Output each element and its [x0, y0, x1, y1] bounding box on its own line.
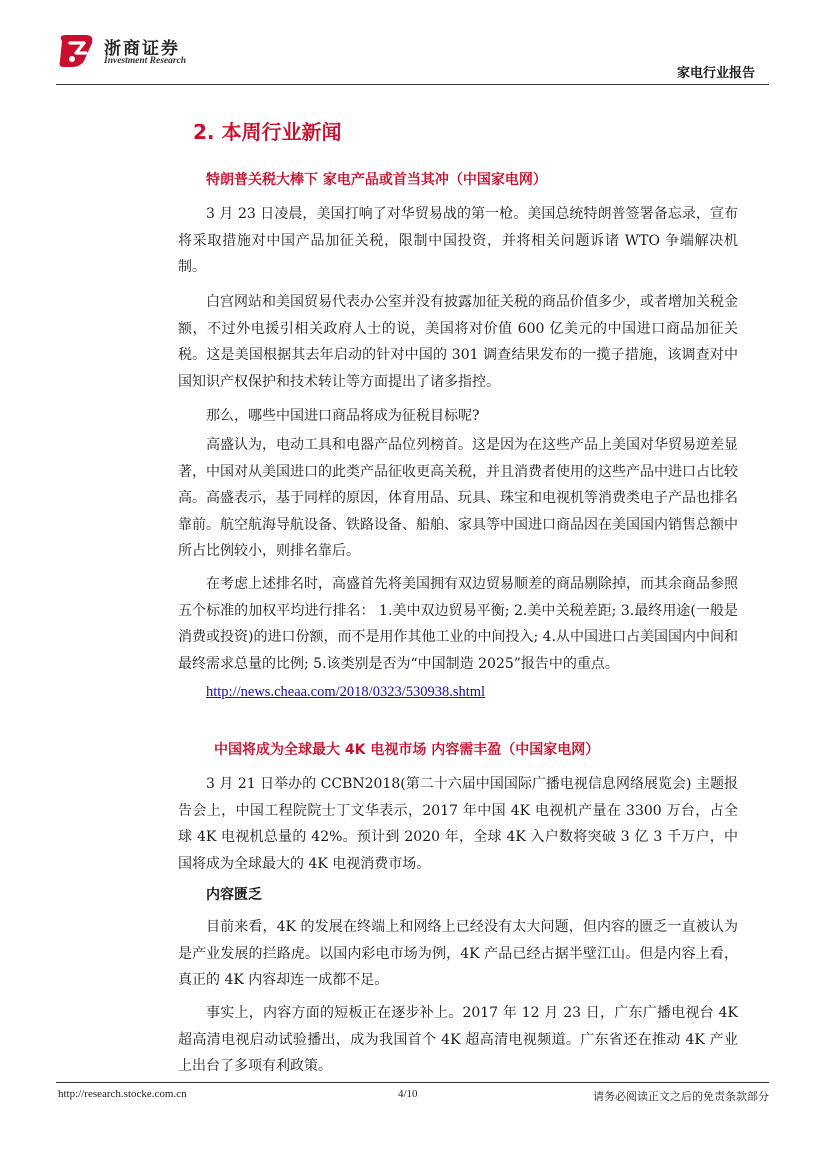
article1-paragraph-5: 在考虑上述排名时，高盛首先将美国拥有双边贸易顺差的商品剔除掉，而其余商品参照五个标准的加权平均进行排名： 1.美中双边贸易平衡; 2.美中关税差距; 3.最终用途(一般是消费或投资)的进口份额，而不是用作其他工业的中间投入; 4.从中国进口占美国国内中间和最终需求总量的比例; 5.该类别是否为“中国制造 2025”报告中的重点。 — [178, 576, 738, 672]
article1-paragraph-3: 那么，哪些中国进口商品将成为征税目标呢? — [206, 408, 480, 424]
footer-disclaimer: 请务必阅读正文之后的免责条款部分 — [593, 1090, 769, 1103]
article1-title: 特朗普关税大棒下 家电产品或首当其冲（中国家电网） — [206, 172, 547, 188]
article1-paragraph-1: 3 月 23 日凌晨，美国打响了对华贸易战的第一枪。美国总统特朗普签署备忘录，宣布将采取措施对中国产品加征关税，限制中国投资，并将相关问题诉诸 WTO 争端解决机制。 — [178, 206, 738, 275]
article1-paragraph-2: 白宫网站和美国贸易代表办公室并没有披露加征关税的商品价值多少，或者增加关税金额，不过外电援引相关政府人士的说，美国将对价值 600 亿美元的中国进口商品加征关税。这是美国根据其去年启动的针对中国的 301 调查结果发布的一揽子措施，该调查对中国知识产权保护和技术转让等方面提出了诸多指控。 — [178, 294, 738, 390]
article2-paragraph-2: 目前来看，4K 的发展在终端上和网络上已经没有太大问题，但内容的匮乏一直被认为是产业发展的拦路虎。以国内彩电市场为例，4K 产品已经占据半壁江山。但是内容上看，真正的 4K 内容却连一成都不足。 — [178, 919, 738, 988]
header-divider — [56, 84, 769, 85]
article1-paragraph-4: 高盛认为，电动工具和电器产品位列榜首。这是因为在这些产品上美国对华贸易逆差显著，中国对从美国进口的此类产品征收更高关税，并且消费者使用的这些产品中进口占比较高。高盛表示，基于同样的原因，体育用品、玩具、珠宝和电视机等消费类电子产品也排名靠前。航空航海导航设备、铁路设备、船舶、家具等中国进口商品因在美国国内销售总额中所占比例较小，则排名靠后。 — [178, 437, 738, 559]
footer-divider — [56, 1082, 769, 1083]
page-header — [0, 0, 827, 90]
article2-subhead: 内容匮乏 — [206, 887, 262, 903]
logo-name: 浙商证券 — [104, 39, 180, 59]
logo-subtitle: Investment Research — [104, 56, 187, 66]
section-title: 2. 本周行业新闻 — [193, 120, 342, 144]
footer-url: http://research.stocke.com.cn — [58, 1088, 187, 1100]
report-type: 家电行业报告 — [676, 66, 755, 81]
article2-paragraph-1: 3 月 21 日举办的 CCBN2018(第二十六届中国国际广播电视信息网络展览会) 主题报告会上，中国工程院院士丁文华表示，2017 年中国 4K 电视机产量在 3300 万台，占全球 4K 电视机总量的 42%。预计到 2020 年，全球 4K 入户数将突破 3 亿 3 千万户，中国将成为全球最大的 4K 电视消费市场。 — [178, 776, 738, 872]
page-number: 4/10 — [398, 1088, 418, 1100]
article2-paragraph-3: 事实上，内容方面的短板正在逐步补上。2017 年 12 月 23 日，广东广播电视台 4K 超高清电视启动试验播出，成为我国首个 4K 超高清电视频道。广东省还在推动 4K 产业上出台了多项有利政策。 — [178, 1005, 738, 1074]
zheshang-logo-icon — [56, 31, 100, 69]
article1-source-link[interactable]: http://news.cheaa.com/2018/0323/530938.shtml — [206, 684, 486, 700]
article2-title: 中国将成为全球最大 4K 电视市场 内容需丰盈（中国家电网） — [214, 742, 600, 758]
